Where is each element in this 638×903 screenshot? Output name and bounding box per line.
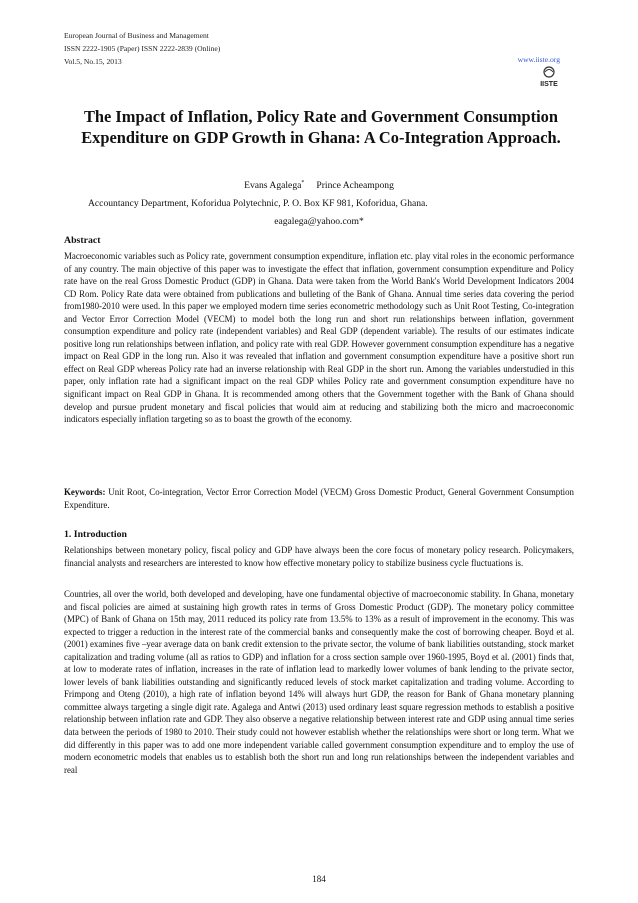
volume-line: Vol.5, No.15, 2013: [64, 57, 122, 66]
author-line: [64, 180, 574, 191]
journal-url-link[interactable]: www.iiste.org: [517, 55, 560, 64]
page-number: 184: [312, 874, 326, 884]
paper-title: The Impact of Inflation, Policy Rate and Government Consumption Expenditure on GDP Growth in Ghana: A Co-Integration Approach.: [81, 107, 561, 147]
logo-text: IISTE: [540, 81, 558, 88]
abstract-heading: Abstract: [64, 235, 101, 246]
keywords-label: Keywords:: [64, 487, 106, 497]
abstract-text: Macroeconomic variables such as Policy rate, government consumption expenditure, inflation etc. play vital roles in the economic performance of any country. The main objective of this paper was to investigate the effect that inflation, government consumption expenditure and Policy rate have on the real Gross Domestic Product (GDP) in Ghana. Data were taken from the World Bank's World Development Indicators 2004 CD Rom. Policy Rate data were obtained from publications and bulleting of the Bank of Ghana. Annual time series data covering the period from1980-2010 were used. In this paper we employed modern time series econometric methodology such as Unit Root Testing, Co-integration and Vector Error Correction Model (VECM) to model both the long run and short run relationships between inflation, government consumption expenditure and policy rate (independent variables) and Real GDP (dependent variable). The results of our estimates indicate positive long run relationships between inflation, and policy rate with real GDP. However government consumption expenditure has a negative impact on Real GDP in the long run. Also it was revealed that inflation and government consumption expenditure have a positive short run effect on Real GDP whereas Policy rate had an inverse relationship with Real GDP in the short run. Among the variables understudied in this paper, only inflation rate had a significant impact on the real GDP whiles Policy rate and government consumption expenditure have no significant impact on Real GDP in Ghana. It is recommended among others that the Government together with the Bank of Ghana should develop and pursue prudent monetary and fiscal policies that would aim at reducing and stabilizing both the micro and macroeconomic indicators especially inflation targeting so as to boast the growth of the economy.: [64, 251, 574, 425]
section-heading-introduction: 1. Introduction: [64, 529, 127, 540]
issn-line: ISSN 2222-1905 (Paper) ISSN 2222-2839 (Online): [64, 44, 221, 53]
author-2: Prince Acheampong: [316, 180, 394, 192]
author-email: eagalega@yahoo.com*: [274, 216, 364, 227]
corresponding-marker: *: [301, 180, 305, 186]
keywords-paragraph: [64, 486, 574, 511]
intro-paragraph-1: Relationships between monetary policy, fiscal policy and GDP have always been the core focus of monetary policy research. Policymakers, financial analysts and researchers are interested to know how effective monetary policy to stabilize business cycle fluctuations is.: [64, 545, 574, 568]
iiste-logo: [534, 66, 564, 88]
intro-paragraph-2: Countries, all over the world, both developed and developing, have one fundamental objective of macroeconomic stability. In Ghana, monetary and fiscal policies are aimed at sustaining high growth rates in terms of Gross Domestic Product (GDP). The monetary policy committee (MPC) of Bank of Ghana on 15th may, 2011 reduced its policy rate from 13.5% to 13% as a result of improvement in the economy. This was expected to trigger a reduction in the interest rate of the commercial banks and consequently make the cost of borrowing cheaper. Boyd et al. (2001) examines five –year average data on bank credit extension to the private sector, the volume of bank liabilities outstanding, stock market capitalization and trading volume (all as ratios to GDP) and inflation for a cross section sample over 1960-1995, Boyd et al. (2001) finds that, at low to moderate rates of inflation, increases in the rate of inflation lead to markedly lower volumes of bank lending to the private sector, lower levels of bank liabilities outstanding and significantly reduced levels of stock market capitalization and trading volume. According to Frimpong and Oteng (2010), a high rate of inflation beyond 14% will always hurt GDP, the reason for Bank of Ghana monetary planning committee always targeting a single digit rate. Agalega and Antwi (2013) used ordinary least square regression methods to establish a positive relationship between inflation rate and GDP. They also observe a negative relationship between interest rate and GDP using annual time series data between the periods of 1980 to 2010. Their study could not however establish whether the relationships were short or long term. What we did differently in this paper was to add one more independent variable called government consumption expenditure and to employ the use of modern econometric models that enables us to establish both the short run and long run relationships between the independent variables and real: [64, 589, 574, 775]
keywords-text: Unit Root, Co-integration, Vector Error Correction Model (VECM) Gross Domestic Product, General Government Consumption Expenditure.: [64, 487, 574, 510]
journal-name: European Journal of Business and Management: [64, 31, 209, 40]
author-1: Evans Agalega: [244, 180, 302, 192]
affiliation: Accountancy Department, Koforidua Polytechnic, P. O. Box KF 981, Koforidua, Ghana.: [88, 198, 428, 209]
